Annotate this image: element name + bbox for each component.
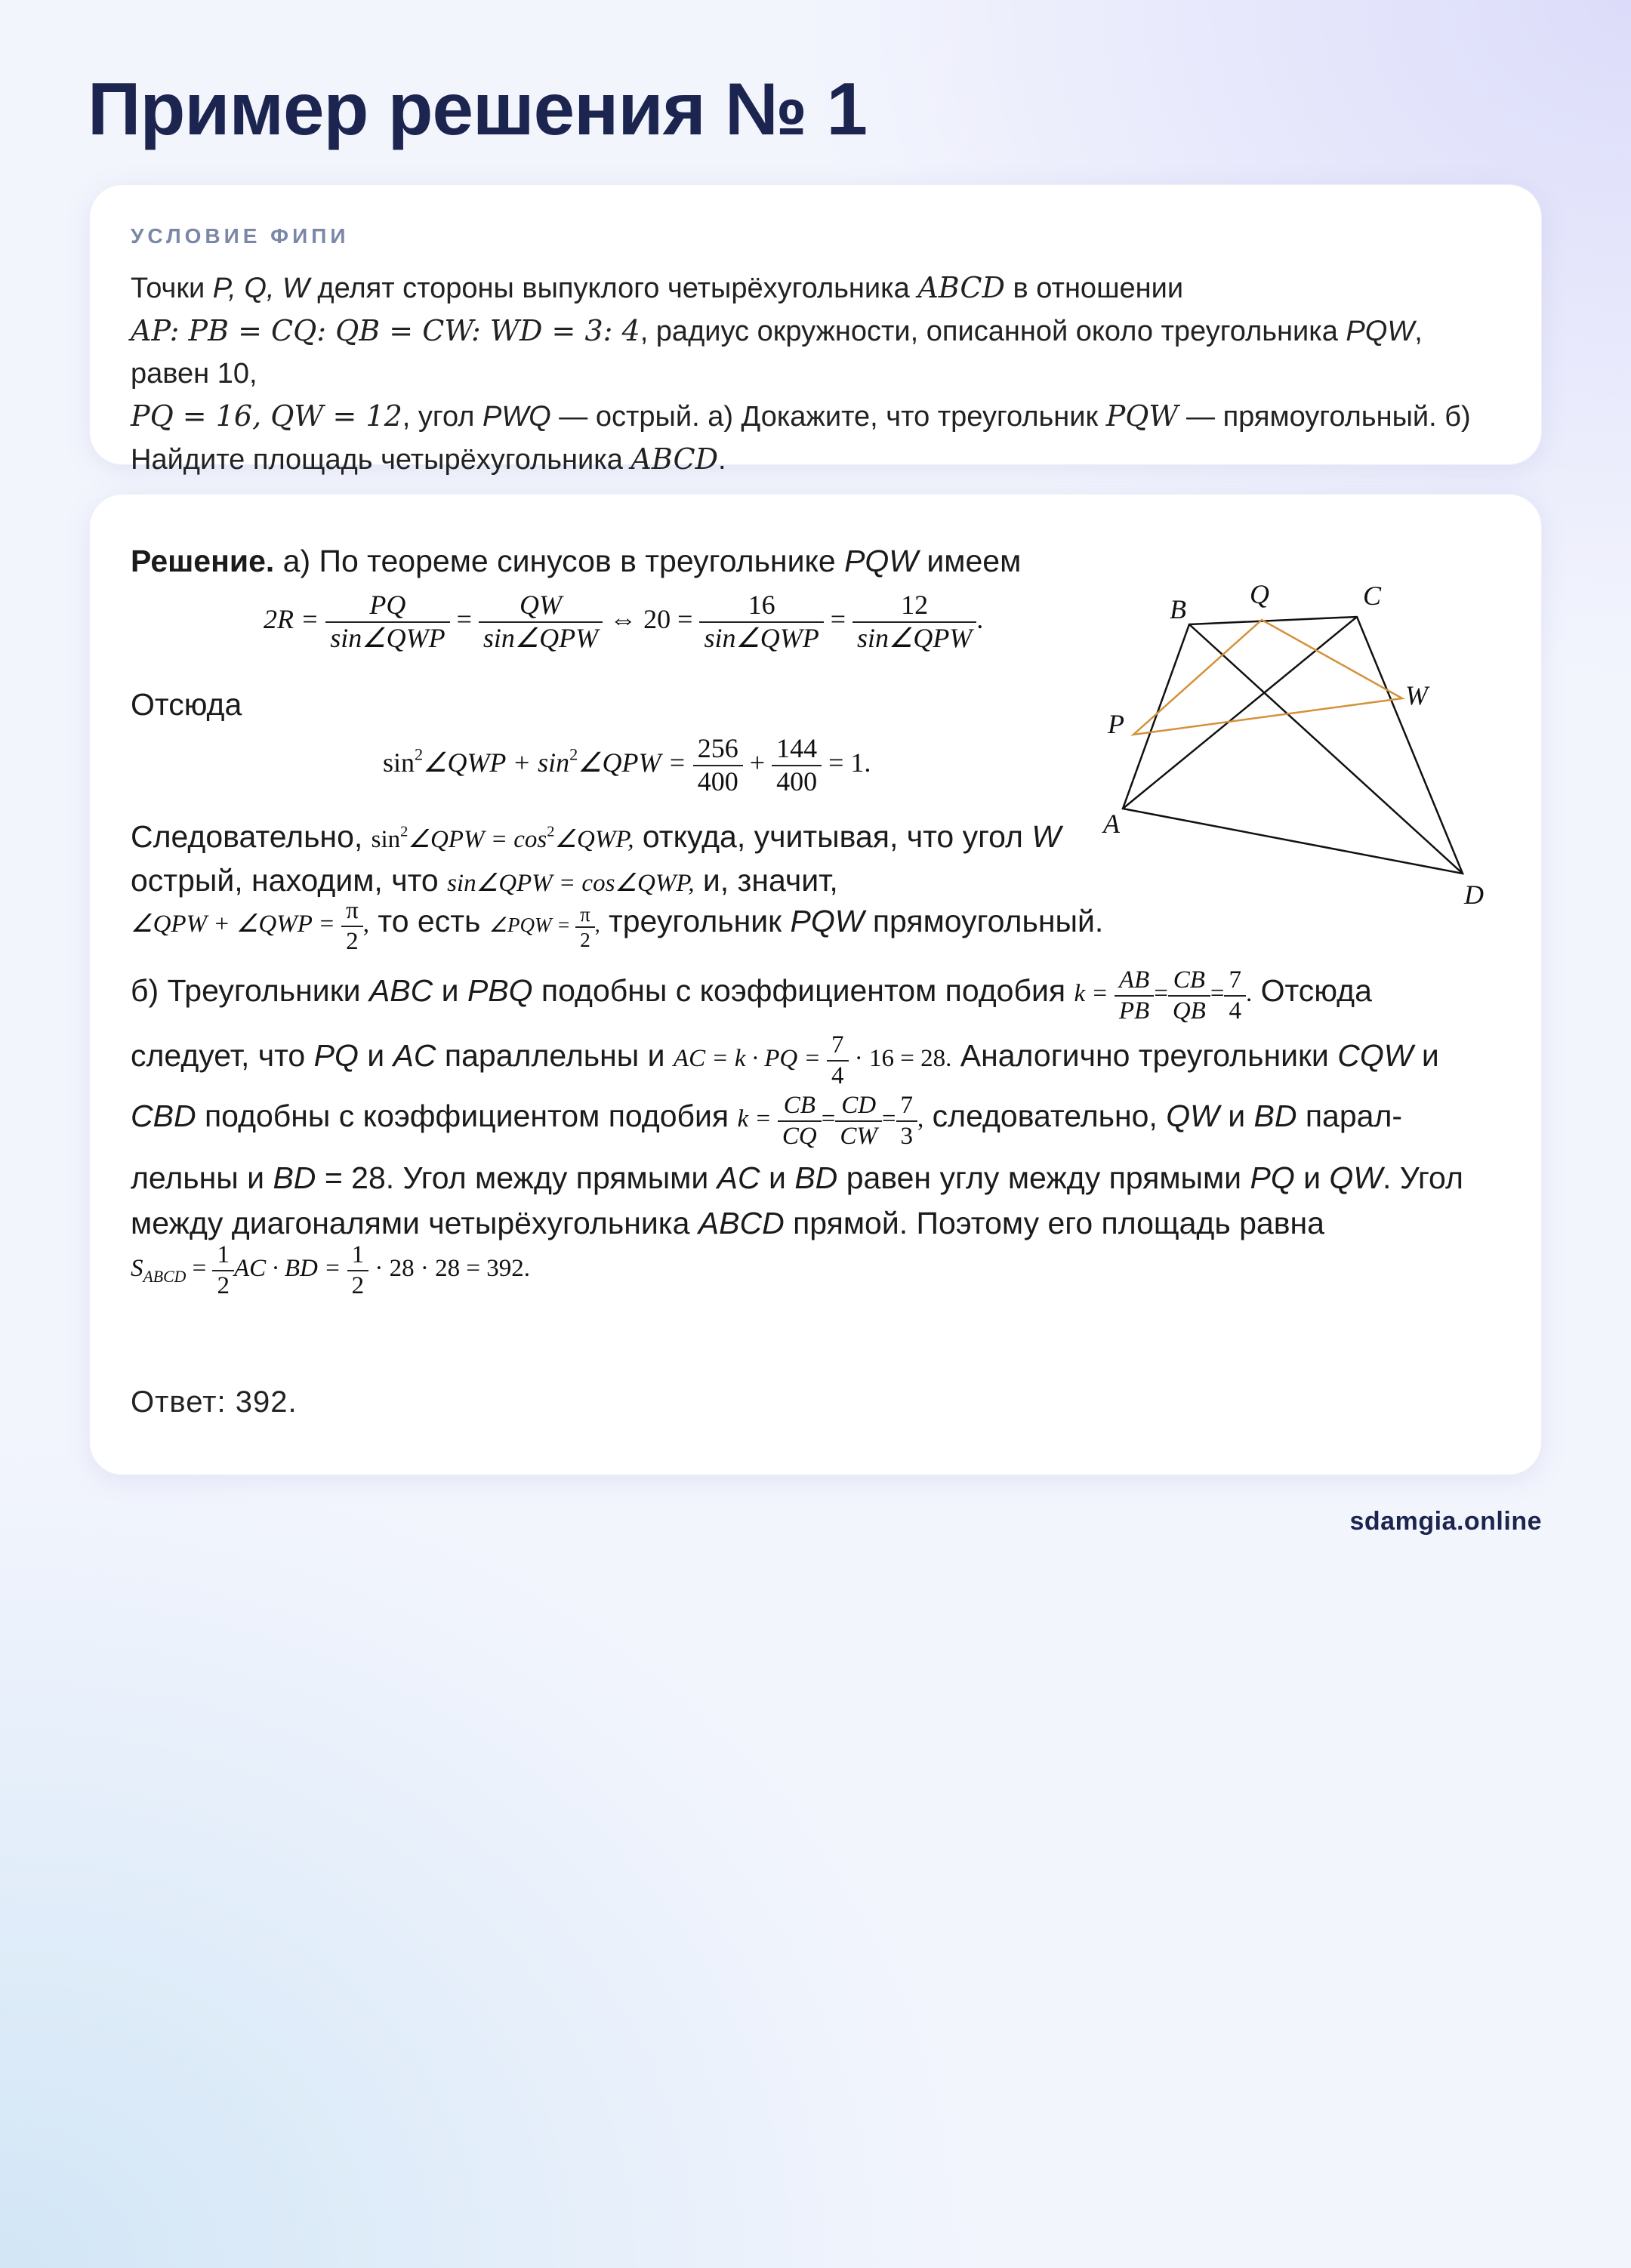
label-p: P xyxy=(1108,709,1124,739)
solution-part-b-line-2: следует, что PQ и AC параллельны и AC = k · PQ = $\frac{7}{4}$ · 16 = 28. Аналогично треугольники CQW и xyxy=(131,1031,1439,1089)
label-b: B xyxy=(1170,594,1186,624)
triangle-pqw-outline xyxy=(1133,620,1402,735)
brand-link[interactable]: sdamgia.online xyxy=(1349,1507,1542,1536)
formula-sum-squares: $\sin^2\angle QWP$ + $\sin^2\angle QPW$ = $\frac{256}{400}$ + $\frac{144}{400}$ = 1. xyxy=(383,733,871,797)
condition-line-4: Найдите площадь четырёхугольника ABCD. xyxy=(131,442,726,476)
quadrilateral xyxy=(1123,617,1463,874)
quadrilateral-figure xyxy=(1103,517,1606,940)
condition-line-2: AP: PB = CQ: QB = CW: WD = 3: 4, радиус окружности, описанной около треугольника PQW, равен 10, xyxy=(131,314,1423,390)
triangle-pqw xyxy=(1133,620,1402,735)
label-w: W xyxy=(1405,680,1428,710)
solution-part-b-line-3: CBD подобны с коэффициентом подобия k = $\frac{CB}{CQ}$ = $\frac{CD}{CW}$ = $\frac{7}{3}$ , следовательно, QW и BD парал- xyxy=(131,1092,1403,1150)
condition-label: УСЛОВИЕ ФИПИ xyxy=(131,224,350,248)
label-a: A xyxy=(1103,809,1120,839)
answer: Ответ: 392. xyxy=(131,1385,298,1419)
label-c: C xyxy=(1363,581,1382,611)
solution-line-1: Решение. а) По теореме синусов в треугольнике PQW имеем xyxy=(131,544,1022,578)
solution-line-5: ∠QPW + ∠QWP = $\frac{\pi}{2}$ , то есть ∠PQW = $\frac{\pi}{2}$ , треугольник PQW прямоугольный. xyxy=(131,897,1104,955)
condition-line-1: Точки P, Q, W делят стороны выпуклого четырёхугольника ABCD в отношении xyxy=(131,271,1184,304)
formula-area: $S_{ABCD}$ = $\frac{1}{2}$ AC · BD = $\frac{1}{2}$ · 28 · 28 = 392. xyxy=(131,1241,530,1299)
quadrilateral-abcd xyxy=(1123,617,1463,874)
label-d: D xyxy=(1464,880,1484,910)
solution-line-4: острый, находим, что sin∠QPW = cos∠QWP, и, значит, xyxy=(131,863,838,898)
condition-text xyxy=(131,267,1500,481)
solution-line-2: Отсюда xyxy=(131,687,242,722)
formula-sine-theorem: 2R = $\frac{PQ}{\text{sin∠QWP}}$ = $\frac{QW}{\text{sin∠QPW}}$ ⇔ 20 = $\frac{16}{\text{sin∠QWP}}$ = $\frac{12}{\text{sin∠QPW}}$ . xyxy=(264,590,984,653)
solution-part-b-line-4: лельны и BD = 28. Угол между прямыми AC и BD равен углу между прямыми PQ и QW. Угол xyxy=(131,1160,1463,1195)
solution-part-b-line-1: б) Треугольники ABC и PBQ подобны с коэффициентом подобия k = $\frac{AB}{PB}$ = $\frac{CB}{QB}$ = $\frac{7}{4}$ . Отсюда xyxy=(131,966,1372,1025)
label-q: Q xyxy=(1250,579,1269,609)
condition-line-3: PQ = 16, QW = 12, угол PWQ — острый. а) Докажите, что треугольник PQW — прямоугольный. б) xyxy=(131,399,1471,433)
solution-part-b-line-5: между диагоналями четырёхугольника ABCD прямой. Поэтому его площадь равна xyxy=(131,1206,1324,1240)
condition-card xyxy=(89,184,1542,476)
diagonal-bd xyxy=(1189,624,1463,874)
solution-line-3: Следовательно, $\sin^2\angle QPW$ = $\cos^2\angle QWP$, откуда, учитывая, что угол W xyxy=(131,819,1062,854)
solution-card xyxy=(89,494,1542,1475)
page-title: Пример решения № 1 xyxy=(88,67,868,150)
